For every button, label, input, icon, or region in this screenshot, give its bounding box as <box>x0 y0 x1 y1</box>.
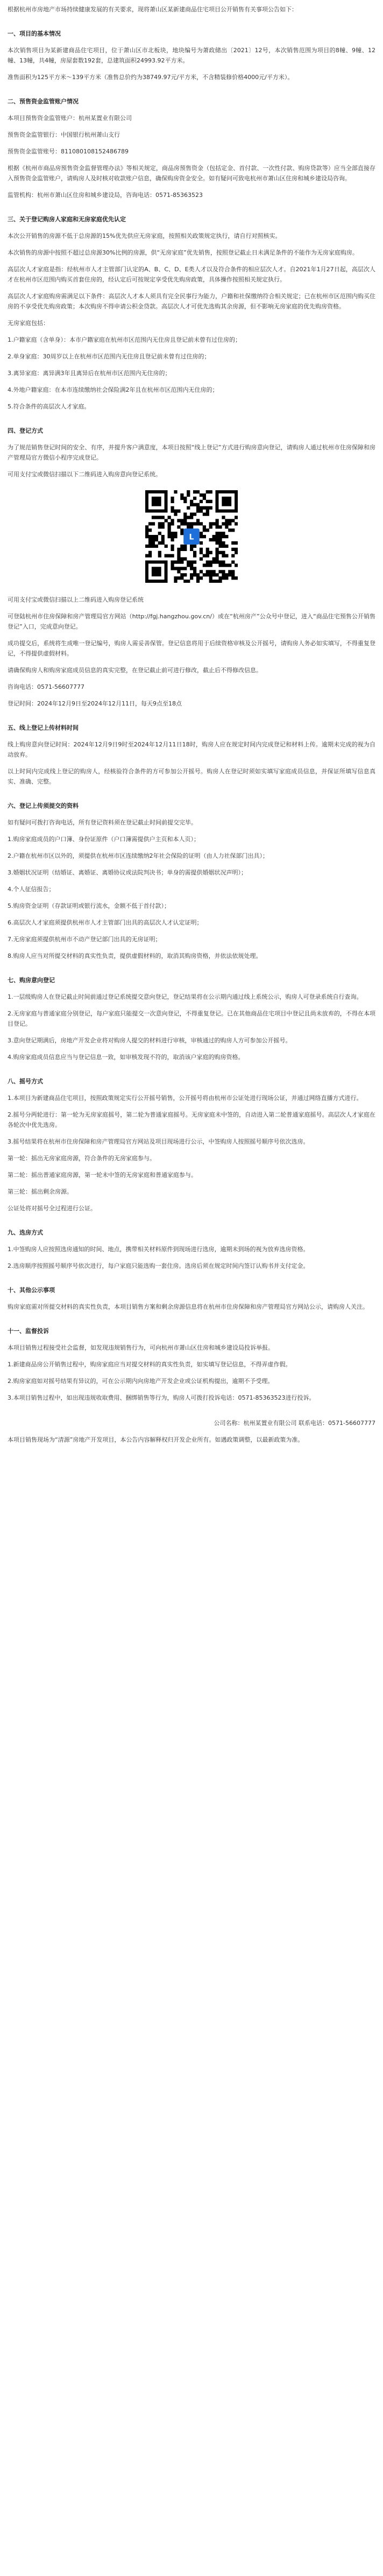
list-item: 1.购房家庭成员的户口簿、身份证原件（户口簿需提供户主页和本人页）； <box>8 836 200 843</box>
qr-code[interactable] <box>8 490 375 583</box>
section-title: 三、关于登记购房人家庭和无房家庭优先认定 <box>8 216 126 223</box>
section-title: 五、线上登记上传材料时间 <box>8 724 79 731</box>
paragraph: 可登陆杭州市住房保障和房产管理局官方网站（http://fgj.hangzhou.gov.cn/）或在“杭州房产”公众号中登记，进入“商品住宅预售公开销售登记”入口，完成意向登记。 <box>8 613 375 630</box>
paragraph: 购房家庭需对所提交材料的真实性负责，本项目销售方案和剩余房源信息将在杭州市住房保障和房产管理局官方网站公示，请购房人关注。 <box>8 1303 368 1310</box>
section-title: 六、登记上传须提交的资料 <box>8 802 79 809</box>
qr-caption: 可用支付宝或微信扫描以上二维码进入购房登记系统 <box>8 596 144 603</box>
paragraph: 高层次人才家庭是指：经杭州市人才主管部门认定的A、B、C、D、E类人才以及符合条件的相应层次人才。自2021年1月27日起，高层次人才在杭州市区范围内购买首套住房的，经认定后可按规定享受优先购房政策，具体操作按照相关规定执行。 <box>8 266 375 283</box>
section-title: 二、预售资金监管账户情况 <box>8 98 79 105</box>
list-item: 1.户籍家庭（含单身）：本市户籍家庭在杭州市区范围内无住房且登记前未曾有过住房的； <box>8 336 241 343</box>
paragraph: 本项目预售资金监管账户：杭州某置业有限公司 <box>8 115 132 122</box>
paragraph: 1.新建商品房公开销售过程中，购房家庭应当对提交材料的真实性负责，如实填写登记信息，不得弄虚作假。 <box>8 1361 292 1368</box>
list-item: 2.单身家庭：30周岁以上在杭州市区范围内无住房且登记前未曾有过住房的； <box>8 353 210 360</box>
footer-note: 本项目销售现场为“清源”房地产开发项目，本公告内容解释权归开发企业所有。如遇政策调整，以最新政策为准。 <box>8 1436 304 1443</box>
paragraph: 准售面积为125平方米～139平方米（准售总价约为38749.97元/平方米，不含精装修价格4000元/平方米）。 <box>8 74 294 81</box>
paragraph: 可用支付宝或微信扫描以下二维码进入购房意向登记系统。 <box>8 471 161 478</box>
registration-time: 登记时间：2024年12月9日至2024年12月11日，每天9点至18点 <box>8 700 182 707</box>
paragraph: 本次销售的房源中按照不超过总房源30%比例的房源，供“无房家庭”优先销售，按照登记截止日未满足条件的不能作为无房家庭购房。 <box>8 249 358 256</box>
paragraph: 2.无房家庭与普通家庭分别登记，每户家庭只能提交一次意向登记，不得重复登记。已在其他商品住宅项目中登记且尚未放弃的，不得在本项目登记。 <box>8 1010 375 1027</box>
list-item: 2.户籍在杭州市区以外的，须提供在杭州市区连续缴纳2年社会保险的证明（由人力社保部门出具）； <box>8 852 268 859</box>
paragraph: 为了规范销售登记时间的安全、有序，并提升客户满意度，本项目按照“线上登记”方式进行购房意向登记，请购房人通过杭州市住房保障和房产管理局官方微信小程序完成登记。 <box>8 444 375 461</box>
section-title: 九、选房方式 <box>8 1229 43 1236</box>
section-title: 十、其他公示事项 <box>8 1287 55 1294</box>
paragraph: 根据《杭州市商品房预售资金监督管理办法》等相关规定，商品房预售资金（包括定金、首付款、一次性付款、购房贷款等）应当全部直接存入预售资金监管账户，请购房人及时核对收款账户信息，确保购房资金安全。如有疑问可致电杭州市萧山区住房和城乡建设局咨询。 <box>8 165 375 182</box>
section-title: 一、项目的基本情况 <box>8 30 61 37</box>
paragraph: 3.摇号结果将在杭州市住房保障和房产管理局官方网站及项目现场进行公示，中签购房人按照摇号顺序号依次选房。 <box>8 1138 309 1145</box>
paragraph: 监管机构：杭州市萧山区住房和城乡建设局，咨询电话：0571-85363523 <box>8 192 203 199</box>
paragraph: 第一轮：摇出无房家庭房源，符合条件的无房家庭参与。 <box>8 1155 155 1162</box>
paragraph: 本项目销售过程接受社会监督，如发现违规销售行为，可向杭州市萧山区住房和城乡建设局投诉举报。 <box>8 1344 274 1351</box>
paragraph: 成功提交后，系统将生成唯一登记编号，购房人需妥善保管。登记信息将用于后续资格审核及公开摇号，请购房人务必如实填写，不得重复登记，不得提供虚假材料。 <box>8 640 375 657</box>
paragraph: 如有疑问可拨打咨询电话，所有登记资料须在登记截止时间前提交完毕。 <box>8 819 197 826</box>
list-item: 8.购房人应当对所提交材料的真实性负责，提供虚假材料的，取消其购房资格，并依法依规处理。 <box>8 952 262 959</box>
section-title: 八、摇号方式 <box>8 1078 43 1085</box>
paragraph: 4.购房家庭成员信息应当与登记信息一致，如审核发现不符的，取消该户家庭的购房资格。 <box>8 1054 244 1061</box>
paragraph: 预售资金监管账号：811080108152486789 <box>8 148 129 155</box>
intro: 根据杭州市房地产市场持续健康发展的有关要求，现将萧山区某新建商品住宅项目公开销售有关事项公告如下： <box>8 6 297 13</box>
paragraph: 1.本项目为新建商品住宅项目，按照政策规定实行公开摇号销售，公开摇号将由杭州市公证处进行现场公证，并通过网络直播方式进行。 <box>8 1095 363 1102</box>
list-item: 3.婚姻状况证明（结婚证、离婚证、离婚协议或法院判决书；单身的需提供婚姻状况声明）； <box>8 869 247 876</box>
contact-phone: 咨询电话：0571-56607777 <box>8 683 84 690</box>
list-item: 6.高层次人才家庭须提供杭州市人才主管部门出具的高层次人才认定证明； <box>8 919 203 926</box>
paragraph: 1.中签购房人应按照选房通知的时间、地点，携带相关材料原件到现场进行选房，逾期未到场的视为放弃选房资格。 <box>8 1246 309 1253</box>
paragraph: 公证处将对摇号全过程进行公证。 <box>8 1205 96 1212</box>
paragraph: 高层次人才家庭购房需满足以下条件：高层次人才本人须具有完全民事行为能力，户籍和社保缴纳符合相关规定；已在杭州市区范围内购买住房的不享受优先购房政策；本次购房不得申请公积金贷款。高层次人才可优先选购其余房源，但不影响无房家庭的优先购房资格。 <box>8 293 375 310</box>
paragraph: 2.购房家庭如对摇号结果有异议的，可在公示期内向房地产开发企业或公证机构提出，逾期不予受理。 <box>8 1378 274 1385</box>
sections <box>8 29 375 1403</box>
section-title: 四、登记方式 <box>8 427 43 434</box>
paragraph: 预售资金监管银行：中国银行杭州萧山支行 <box>8 131 120 138</box>
paragraph: 3.意向登记期满后，房地产开发企业将对购房人提交的材料进行审核，审核通过的购房人方可参加公开摇号。 <box>8 1037 292 1044</box>
list-item: 4.个人征信报告； <box>8 886 55 893</box>
section-title: 七、购房意向登记 <box>8 977 55 984</box>
paragraph: 本次公开销售的房源不低于总房源的15%优先供应无房家庭，按照相关政策规定执行，请自行对照核实。 <box>8 232 281 239</box>
paragraph: 线上购房意向登记时间：2024年12月9日9时至2024年12月11日18时，购房人应在规定时间内完成登记和材料上传。逾期未完成的视为自动放弃。 <box>8 741 375 758</box>
paragraph: 3.本项目销售过程中，如出现违规收取费用、捆绑销售等行为，购房人可拨打投诉电话：0571-85363523进行投诉。 <box>8 1394 315 1401</box>
list-item: 7.无房家庭须提供杭州市不动产登记部门出具的无房证明； <box>8 936 161 943</box>
paragraph: 2.选房顺序按照摇号顺序号依次进行，每户家庭只能选购一套住房。选房后须在规定时间内签订认购书并支付定金。 <box>8 1262 309 1269</box>
section-title: 十一、监督投诉 <box>8 1328 49 1335</box>
paragraph: 第二轮：摇出普通家庭房源，第一轮未中签的无房家庭和普通家庭参与。 <box>8 1171 197 1178</box>
paragraph: 请确保购房人和购房家庭成员信息的真实完整，在登记截止前可进行修改，截止后不得修改信息。 <box>8 667 262 674</box>
paragraph: 1.一层级购房人在登记截止时间前通过登记系统提交意向登记，登记结果将在公示期内通过线上系统公示，购房人可登录系统自行查询。 <box>8 993 363 1000</box>
paragraph: 无房家庭包括： <box>8 320 49 327</box>
paragraph: 第三轮：摇出剩余房源。 <box>8 1188 73 1195</box>
paragraph: 2.摇号分两轮进行：第一轮为无房家庭摇号，第二轮为普通家庭摇号。无房家庭未中签的，自动进入第二轮普通家庭摇号。高层次人才家庭在各轮次中优先选房。 <box>8 1111 375 1128</box>
list-item: 5.符合条件的高层次人才家庭。 <box>8 403 90 410</box>
list-item: 4.外地户籍家庭：在本市连续缴纳社会保险满2年且在杭州市区范围内无住房的； <box>8 386 218 393</box>
list-item: 3.离异家庭：离异满3年且离异后在杭州市区范围内无住房的； <box>8 370 171 377</box>
svg-text:L: L <box>189 533 194 542</box>
company-info: 公司名称：杭州某置业有限公司 联系电话：0571-56607777 <box>214 1420 375 1427</box>
list-item: 5.购房资金证明（存款证明或银行流水，金额不低于首付款）； <box>8 902 170 909</box>
paragraph: 以上时间内完成线上登记的购房人，经核验符合条件的方可参加公开摇号。购房人在登记时须如实填写家庭成员信息，并保证所填写信息真实、准确、完整。 <box>8 768 375 785</box>
paragraph: 本次销售项目为某新建商品住宅项目，位于萧山区市北板块，地块编号为萧政储出〔2021〕12号，本次销售范围为项目的8幢、9幢、12幢、13幢，共4幢，房屋套数192套，总建筑面积24993.92平方米。 <box>8 47 375 64</box>
